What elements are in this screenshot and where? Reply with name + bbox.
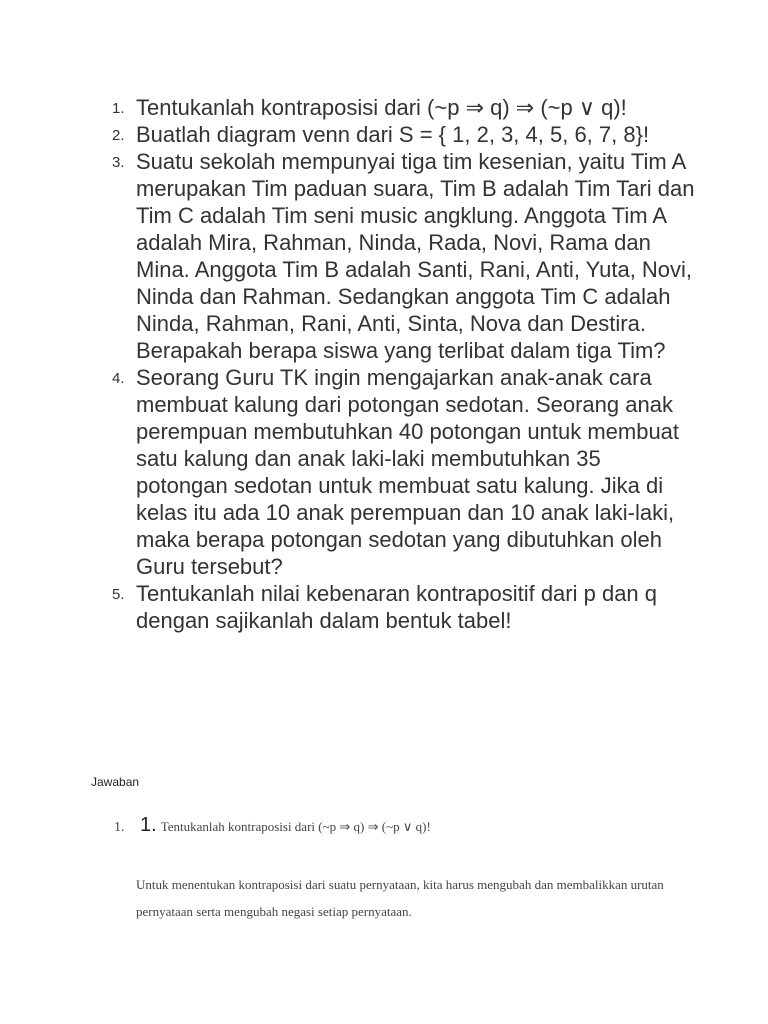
question-number: 3. [112, 154, 125, 171]
question-item-3 [0, 148, 768, 364]
question-number: 2. [112, 127, 125, 144]
answer-list-number: 1. [114, 820, 125, 835]
question-item-2 [0, 121, 768, 148]
question-text: Seorang Guru TK ingin mengajarkan anak-anak cara membuat kalung dari potongan sedotan. Seorang anak perempuan membutuhkan 40 potongan untuk membuat satu kalung dan anak laki-laki membutuhkan 35 potongan sedotan untuk membuat satu kalung. Jika di kelas itu ada 10 anak perempuan dan 10 anak laki-laki, maka berapa potongan sedotan yang dibutuhkan oleh Guru tersebut? [136, 365, 680, 579]
answer-heading [114, 814, 431, 837]
answer-label: Jawaban [91, 775, 140, 789]
question-number: 5. [112, 586, 125, 603]
question-list [0, 94, 768, 634]
answer-heading-text: Tentukanlah kontraposisi dari (~p ⇒ q) ⇒ (~p ∨ q)! [160, 819, 431, 834]
question-item-1 [0, 94, 768, 121]
question-item-5 [0, 580, 768, 634]
question-text: Suatu sekolah mempunyai tiga tim kesenian, yaitu Tim A merupakan Tim paduan suara, Tim B adalah Tim Tari dan Tim C adalah Tim seni music angklung. Anggota Tim A adalah Mira, Rahman, Ninda, Rada, Novi, Rama dan Mina. Anggota Tim B adalah Santi, Rani, Anti, Yuta, Novi, Ninda dan Rahman. Sedangkan anggota Tim C adalah Ninda, Rahman, Rani, Anti, Sinta, Nova dan Destira. Berapakah berapa siswa yang terlibat dalam tiga Tim? [136, 149, 695, 363]
answer-paragraph: Untuk menentukan kontraposisi dari suatu pernyataan, kita harus mengubah dan membalikkan urutan pernyataan serta mengubah negasi setiap pernyataan. [136, 877, 664, 919]
question-number: 1. [112, 100, 125, 117]
question-text: Tentukanlah kontraposisi dari (~p ⇒ q) ⇒ (~p ∨ q)! [136, 95, 627, 120]
answer-heading-number: 1. [140, 814, 157, 836]
question-item-4 [0, 364, 768, 580]
question-number: 4. [112, 370, 125, 387]
question-text: Tentukanlah nilai kebenaran kontrapositif dari p dan q dengan sajikanlah dalam bentuk tabel! [136, 581, 658, 633]
question-text: Buatlah diagram venn dari S = { 1, 2, 3, 4, 5, 6, 7, 8}! [136, 122, 650, 147]
